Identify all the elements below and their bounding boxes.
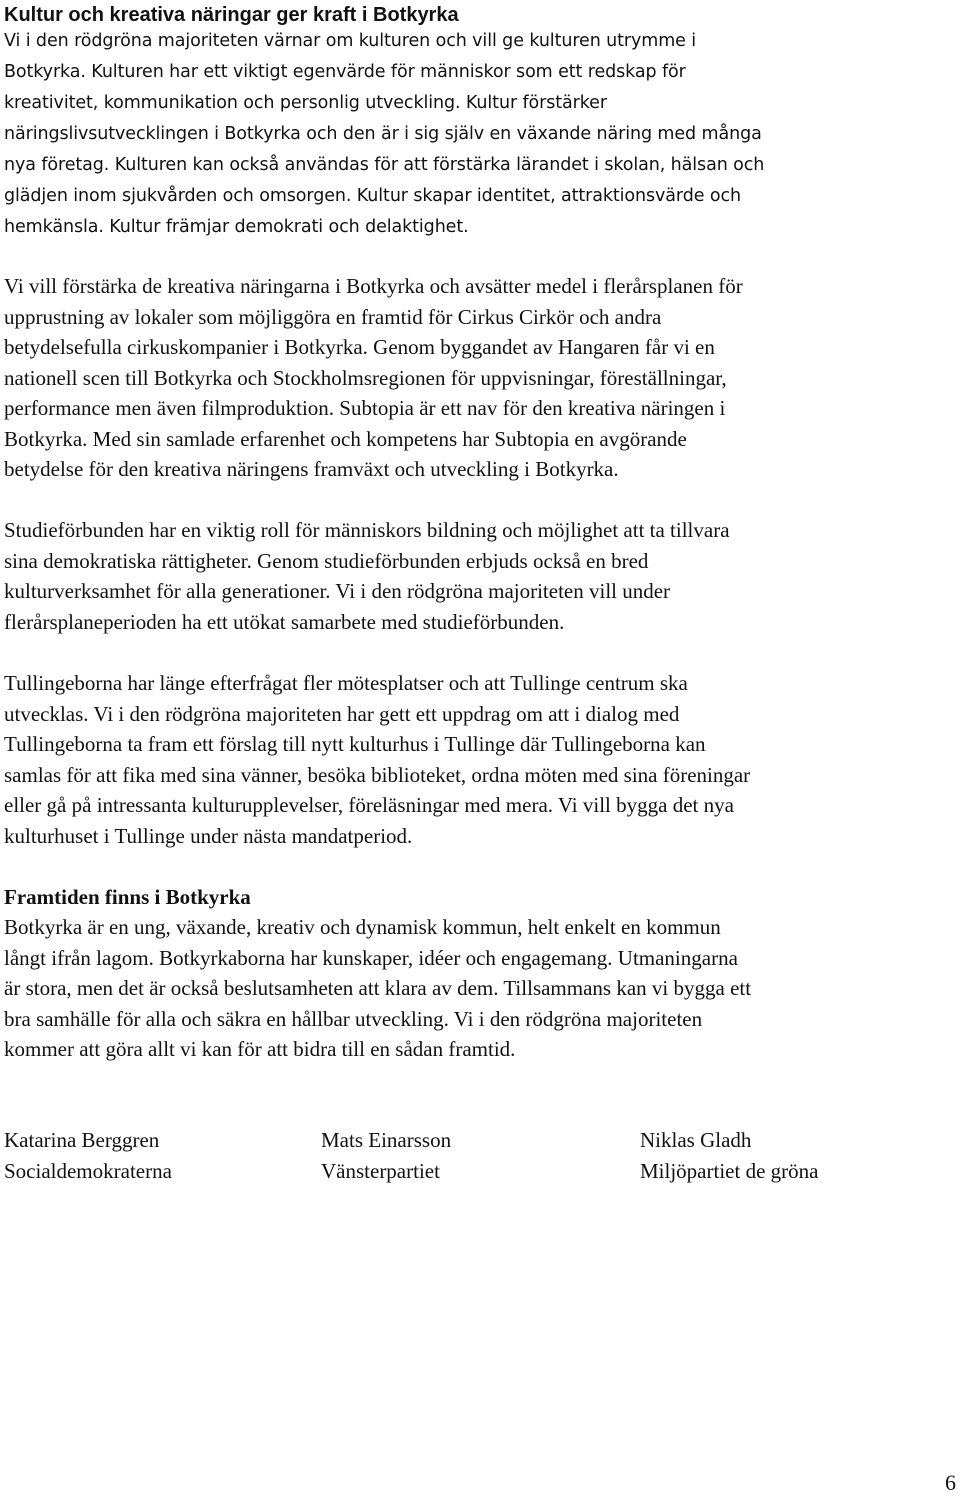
paragraph-kreativa-naringar	[4, 271, 948, 485]
text-line: kreativitet, kommunikation och personlig utveckling. Kultur förstärker	[4, 93, 607, 113]
text-line: Studieförbunden har en viktig roll för människors bildning och möjlighet att ta tillvara	[4, 518, 730, 542]
text-line: Tullingeborna ta fram ett förslag till nytt kulturhus i Tullinge där Tullingeborna kan	[4, 732, 706, 756]
text-line: är stora, men det är också beslutsamheten att klara av dem. Tillsammans kan vi bygga ett	[4, 976, 752, 1000]
paragraph-tullinge	[4, 668, 948, 851]
text-line: nya företag. Kulturen kan också användas för att förstärka lärandet i skolan, hälsan och	[4, 155, 765, 175]
signature-block	[321, 1125, 451, 1187]
page-number: 6	[945, 1470, 956, 1495]
text-line: Botkyrka är en ung, växande, kreativ och dynamisk kommun, helt enkelt en kommun	[4, 915, 721, 939]
signatory-party: Vänsterpartiet	[321, 1159, 440, 1183]
signatory-party: Socialdemokraterna	[4, 1159, 172, 1183]
text-line: betydelsefulla cirkuskompanier i Botkyrka. Genom byggandet av Hangaren får vi en	[4, 335, 715, 359]
signature-block	[640, 1125, 818, 1187]
paragraph-framtiden	[4, 912, 948, 1065]
text-line: eller gå på intressanta kulturupplevelser, föreläsningar med mera. Vi vill bygga det nya	[4, 793, 734, 817]
text-line: hemkänsla. Kultur främjar demokrati och delaktighet.	[4, 217, 469, 237]
text-line: Botkyrka. Med sin samlade erfarenhet och kompetens har Subtopia en avgörande	[4, 426, 687, 451]
signature-block	[4, 1125, 172, 1187]
paragraph-studieforbunden	[4, 515, 948, 637]
text-line: bra samhälle för alla och säkra en hållbar utveckling. Vi i den rödgröna majoriteten	[4, 1006, 703, 1031]
text-line: samlas för att fika med sina vänner, besöka biblioteket, ordna möten med sina föreningar	[4, 762, 751, 787]
paragraph-kultur	[4, 26, 948, 243]
text-line: näringslivsutvecklingen i Botkyrka och den är i sig själv en växande näring med många	[4, 124, 762, 144]
text-line: kulturhuset i Tullinge under nästa mandatperiod.	[4, 823, 413, 848]
text-line: performance men även filmproduktion. Subtopia är ett nav för den kreativa näringen i	[4, 396, 726, 420]
text-line: utvecklas. Vi i den rödgröna majoriteten har gett ett uppdrag om att i dialog med	[4, 701, 680, 726]
section-heading-framtiden: Framtiden finns i Botkyrka	[4, 885, 251, 909]
text-line: glädjen inom sjukvården och omsorgen. Kultur skapar identitet, attraktionsvärde och	[4, 186, 741, 206]
signatory-name: Niklas Gladh	[640, 1128, 752, 1152]
text-line: kommer att göra allt vi kan för att bidra till en sådan framtid.	[4, 1037, 516, 1061]
text-line: Vi i den rödgröna majoriteten värnar om kulturen och vill ge kulturen utrymme i	[4, 31, 697, 51]
text-line: Vi vill förstärka de kreativa näringarna i Botkyrka och avsätter medel i flerårsplanen för	[4, 274, 743, 298]
text-line: Tullingeborna har länge efterfrågat fler mötesplatser och att Tullinge centrum ska	[4, 671, 688, 695]
section-heading-kultur: Kultur och kreativa näringar ger kraft i Botkyrka	[4, 4, 459, 26]
text-line: sina demokratiska rättigheter. Genom studieförbunden erbjuds också en bred	[4, 548, 649, 573]
text-line: kulturverksamhet för alla generationer. Vi i den rödgröna majoriteten vill under	[4, 579, 671, 603]
signatory-name: Katarina Berggren	[4, 1128, 160, 1152]
text-line: Botkyrka. Kulturen har ett viktigt egenvärde för människor som ett redskap för	[4, 62, 686, 82]
text-line: flerårsplaneperioden ha ett utökat samarbete med studieförbunden.	[4, 609, 565, 634]
text-line: långt ifrån lagom. Botkyrkaborna har kunskaper, idéer och engagemang. Utmaningarna	[4, 945, 738, 970]
signatory-name: Mats Einarsson	[321, 1128, 452, 1152]
signatory-party: Miljöpartiet de gröna	[640, 1159, 819, 1183]
text-line: upprustning av lokaler som möjliggöra en framtid för Cirkus Cirkör och andra	[4, 304, 662, 329]
text-line: nationell scen till Botkyrka och Stockholmsregionen för uppvisningar, föreställningar,	[4, 365, 727, 390]
text-line: betydelse för den kreativa näringens framväxt och utveckling i Botkyrka.	[4, 457, 619, 481]
